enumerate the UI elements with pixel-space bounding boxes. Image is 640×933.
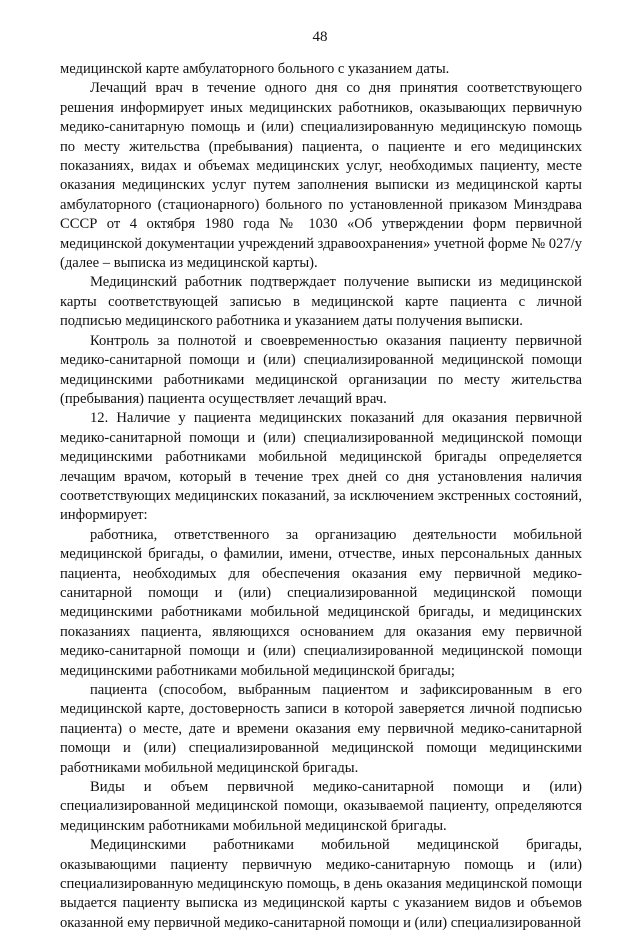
paragraph-item-12: 12. Наличие у пациента медицинских показаний для оказания первичной медико-санитарной помощи и (или) специализированной медицинской помощи медицинскими работниками мобильной медицинской бригады определяется лечащим врачом, который в течение трех дней со дня установления наличия соответствующих медицинских показаний, за исключением экстренных состояний, информирует: — [60, 410, 582, 524]
paragraph-extract-issued: Медицинскими работниками мобильной медицинской бригады, оказывающими пациенту первичную медико-санитарную помощь и (или) специализированную медицинскую помощь, в день оказания медицинской помощи выдается пациенту выписка из медицинской карты с указанием видов и объемов оказанной ему первичной медико-санитарной помощи и (или) специализированной — [60, 837, 582, 931]
paragraph-types-and-volume: Виды и объем первичной медико-санитарной помощи и (или) специализированной медицинской помощи, оказываемой пациенту, определяются медицинским работниками мобильной медицинской бригады. — [60, 779, 582, 834]
paragraph-attending-physician-informs: Лечащий врач в течение одного дня со дня принятия соответствующего решения информирует иных медицинских работников, оказывающих первичную медико-санитарную помощь и (или) специализированную медицинскую помощь по месту жительства (пребывания) пациента, о пациенте и его медицинских показаниях, видах и объемах медицинских услуг, необходимых пациенту, месте оказания медицинских услуг путем заполнения выписки из медицинской карты амбулаторного (стационарного) больного по установленной приказом Минздрава СССР от 4 октября 1980 года № 1030 «Об утверждении форм первичной медицинской документации учреждений здравоохранения» учетной форме № 027/у (далее – выписка из медицинской карты). — [60, 80, 583, 272]
paragraph-control: Контроль за полнотой и своевременностью оказания пациенту первичной медико-санитарной помощи и (или) специализированной медицинской помощи медицинскими работниками медицинской организации по месту жительства (пребывания) пациента осуществляет лечащий врач. — [60, 332, 582, 407]
page-number: 48 — [312, 29, 328, 45]
paragraph-continuation: медицинской карте амбулаторного больного с указанием даты. — [60, 61, 450, 77]
paragraph-inform-team-manager: работника, ответственного за организацию деятельности мобильной медицинской бригады, о фамилии, имени, отчестве, иных персональных данных пациента, необходимых для обеспечения оказания ему первичной медико-санитарной помощи и (или) специализированной медицинской помощи медицинскими работниками мобильной медицинской бригады, и медицинских показаниях пациента, являющихся основанием для оказания ему первичной медико-санитарной помощи и (или) специализированной медицинской помощи медицинскими работниками мобильной медицинской бригады; — [60, 526, 582, 679]
paragraph-receipt-confirmation: Медицинский работник подтверждает получение выписки из медицинской карты соответствующей записью в медицинской карте пациента с личной подписью медицинского работника и указанием даты получения выписки. — [60, 274, 582, 330]
document-body — [60, 60, 582, 933]
paragraph-inform-patient: пациента (способом, выбранным пациентом и зафиксированным в его медицинской карте, достоверность записи в которой заверяется личной подписью пациента) о месте, дате и времени оказания ему первичной медико-санитарной помощи и (или) специализированной медицинской помощи медицинскими работниками мобильной медицинской бригады. — [60, 682, 582, 776]
